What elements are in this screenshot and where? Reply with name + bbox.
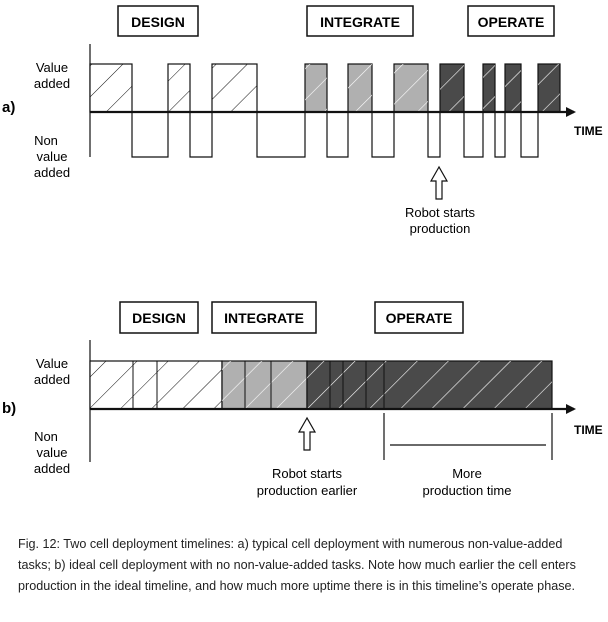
value-blocks-b — [90, 361, 552, 409]
non-value-label-b-1: Non — [34, 429, 58, 444]
robot-start-label-a-2: production — [409, 221, 471, 236]
integrate-hatch — [222, 361, 307, 409]
panel-label-b: b) — [2, 400, 17, 417]
non-value-dips-a — [132, 112, 538, 157]
operate-hatch — [440, 64, 464, 112]
integrate-hatch — [348, 64, 372, 112]
robot-start-label-b-1: Robot starts — [271, 466, 343, 481]
time-label-a: TIME — [574, 124, 603, 138]
phase-label-design: DESIGN — [132, 310, 186, 326]
operate-hatch — [307, 361, 552, 409]
robot-start-label-a-1: Robot starts — [404, 205, 476, 220]
phase-label-integrate: INTEGRATE — [320, 14, 400, 30]
phase-label-design: DESIGN — [131, 14, 185, 30]
non-value-label-b-2: value — [36, 445, 68, 460]
value-added-label-a-1: Value — [35, 60, 69, 75]
time-label-b: TIME — [574, 423, 603, 437]
design-hatch — [90, 64, 132, 112]
non-value-label-a-3: added — [33, 165, 71, 180]
figure-caption: Fig. 12: Two cell deployment timelines: a) typical cell deployment with numerous non-value-added tasks; b) ideal cell deployment with no non-value-added tasks. Note how much earlier the cell enters production in the ideal timeline, and how much more uptime there is in this timeline’s operate phase. — [18, 537, 576, 593]
value-added-label-a-2: added — [33, 76, 71, 91]
more-time-label-1: More — [452, 466, 482, 481]
robot-start-arrow-a — [431, 167, 447, 199]
design-hatch — [168, 64, 190, 112]
panel-label-a: a) — [2, 99, 16, 116]
integrate-hatch — [394, 64, 428, 112]
panel-b — [2, 302, 603, 498]
robot-start-arrow-b — [299, 418, 315, 450]
value-added-label-b-1: Value — [35, 356, 69, 371]
operate-hatch — [505, 64, 521, 112]
value-blocks-a — [90, 64, 560, 112]
design-hatch — [90, 361, 222, 409]
design-hatch — [212, 64, 257, 112]
operate-hatch — [538, 64, 560, 112]
phase-label-operate: OPERATE — [385, 310, 453, 326]
phase-label-integrate: INTEGRATE — [224, 310, 304, 326]
phase-label-operate: OPERATE — [477, 14, 545, 30]
more-time-label-2: production time — [422, 483, 512, 498]
operate-hatch — [483, 64, 495, 112]
non-value-label-b-3: added — [33, 461, 71, 476]
robot-start-label-b-2: production earlier — [256, 483, 358, 498]
non-value-label-a-2: value — [36, 149, 68, 164]
integrate-hatch — [305, 64, 327, 112]
panel-a — [2, 6, 603, 236]
value-added-label-b-2: added — [33, 372, 71, 387]
non-value-label-a-1: Non — [34, 133, 58, 148]
